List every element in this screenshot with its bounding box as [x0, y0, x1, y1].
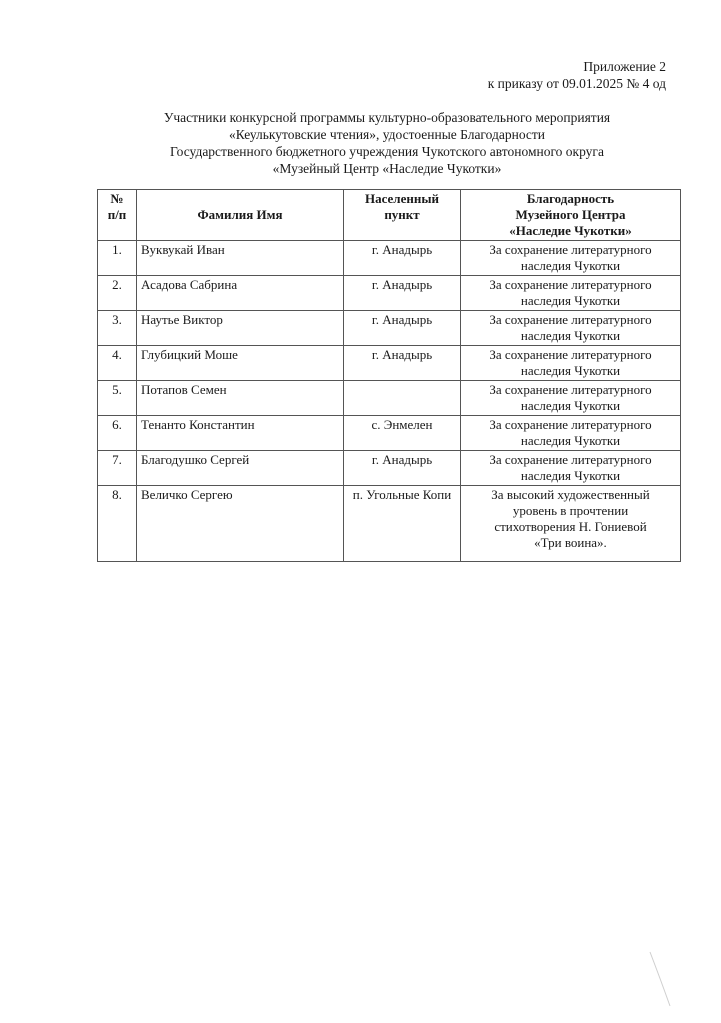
heading-line-1: Участники конкурсной программы культурно-образовательного мероприятия	[163, 110, 611, 125]
document-heading	[97, 109, 677, 177]
row-number: 1.	[98, 241, 137, 276]
row-name: Наутье Виктор	[137, 311, 344, 346]
table-row	[98, 451, 681, 486]
row-award-line-1: За сохранение литературного	[489, 382, 652, 397]
row-name: Асадова Сабрина	[137, 276, 344, 311]
row-place: г. Анадырь	[344, 241, 461, 276]
header-place-line-2: пункт	[384, 207, 420, 222]
header-place-line-1: Населенный	[365, 191, 439, 206]
heading-line-2: «Кеулькутовские чтения», удостоенные Благодарности	[228, 127, 546, 142]
table-row	[98, 311, 681, 346]
header-award-line-2: Музейного Центра	[515, 207, 626, 222]
table-row	[98, 276, 681, 311]
row-name: Вуквукай Иван	[137, 241, 344, 276]
row-award-line-1: За сохранение литературного	[489, 242, 652, 257]
header-place	[344, 190, 461, 241]
row-award-line-2: уровень в прочтении	[512, 503, 629, 518]
row-award-line-1: За сохранение литературного	[489, 452, 652, 467]
header-number-line-2: п/п	[107, 207, 127, 222]
header-award	[461, 190, 681, 241]
row-number: 7.	[98, 451, 137, 486]
header-award-line-3: «Наследие Чукотки»	[509, 223, 632, 238]
row-award-line-2: наследия Чукотки	[520, 293, 621, 308]
row-award	[461, 416, 681, 451]
row-number: 2.	[98, 276, 137, 311]
heading-line-4: «Музейный Центр «Наследие Чукотки»	[272, 161, 502, 176]
row-award-line-1: За высокий художественный	[491, 487, 650, 502]
row-award-line-1: За сохранение литературного	[489, 312, 652, 327]
row-award	[461, 346, 681, 381]
row-place: г. Анадырь	[344, 451, 461, 486]
row-place: г. Анадырь	[344, 311, 461, 346]
row-place	[344, 381, 461, 416]
header-award-line-1: Благодарность	[526, 191, 615, 206]
row-award-line-4: «Три воина».	[534, 535, 607, 550]
row-number: 3.	[98, 311, 137, 346]
appendix-line-1: Приложение 2	[583, 59, 666, 74]
row-place: с. Энмелен	[344, 416, 461, 451]
row-name: Величко Сергею	[137, 486, 344, 562]
row-award-line-2: наследия Чукотки	[520, 363, 621, 378]
appendix-note	[488, 58, 666, 92]
table-row	[98, 416, 681, 451]
row-award-line-1: За сохранение литературного	[489, 277, 652, 292]
row-award	[461, 381, 681, 416]
row-award-line-1: За сохранение литературного	[489, 347, 652, 362]
row-award-line-2: наследия Чукотки	[520, 468, 621, 483]
heading-line-3: Государственного бюджетного учреждения Чукотского автономного округа	[170, 144, 604, 159]
row-award-line-3: стихотворения Н. Гониевой	[494, 519, 647, 534]
row-award-line-2: наследия Чукотки	[520, 258, 621, 273]
row-award-line-2: наследия Чукотки	[520, 328, 621, 343]
row-place: г. Анадырь	[344, 276, 461, 311]
row-award-line-2: наследия Чукотки	[520, 433, 621, 448]
table-row	[98, 381, 681, 416]
row-name: Глубицкий Моше	[137, 346, 344, 381]
row-name: Тенанто Константин	[137, 416, 344, 451]
row-name: Потапов Семен	[137, 381, 344, 416]
row-award	[461, 311, 681, 346]
table-header-row	[98, 190, 681, 241]
row-place: п. Угольные Копи	[344, 486, 461, 562]
row-number: 4.	[98, 346, 137, 381]
row-award	[461, 486, 681, 562]
header-name	[137, 190, 344, 241]
row-name: Благодушко Сергей	[137, 451, 344, 486]
table-row	[98, 486, 681, 562]
row-number: 5.	[98, 381, 137, 416]
row-award-line-2: наследия Чукотки	[520, 398, 621, 413]
row-number: 6.	[98, 416, 137, 451]
scan-mark-stroke	[648, 950, 672, 1010]
row-place: г. Анадырь	[344, 346, 461, 381]
row-number: 8.	[98, 486, 137, 562]
appendix-line-2: к приказу от 09.01.2025 № 4 од	[487, 76, 666, 91]
header-name-label: Фамилия Имя	[197, 207, 283, 222]
header-number-line-1: №	[110, 191, 124, 206]
table-row	[98, 346, 681, 381]
header-number	[98, 190, 137, 241]
table-row	[98, 241, 681, 276]
row-award	[461, 241, 681, 276]
row-award-line-1: За сохранение литературного	[489, 417, 652, 432]
row-award	[461, 451, 681, 486]
row-award	[461, 276, 681, 311]
participants-table	[97, 189, 681, 562]
